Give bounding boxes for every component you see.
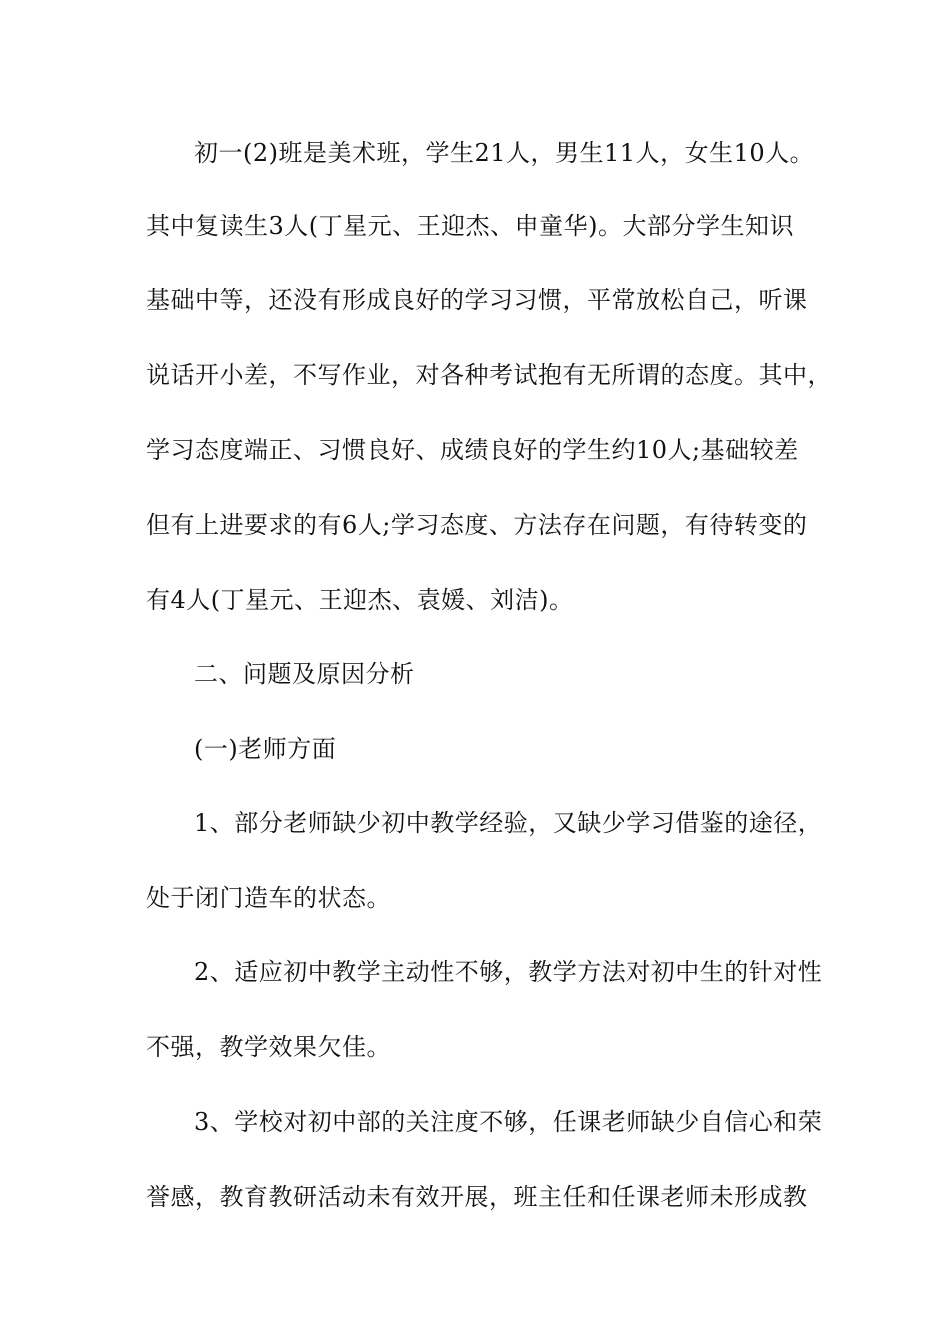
paragraph-line: 学习态度端正、习惯良好、成绩良好的学生约10人;基础较差: [146, 436, 799, 464]
paragraph-line: 有4人(丁星元、王迎杰、袁媛、刘洁)。: [146, 586, 574, 614]
list-item-line: 处于闭门造车的状态。: [146, 884, 391, 912]
list-item-line: 1、部分老师缺少初中教学经验，又缺少学习借鉴的途径，: [194, 809, 823, 837]
paragraph-line: 基础中等，还没有形成良好的学习习惯，平常放松自己，听课: [146, 286, 808, 314]
paragraph-line: 但有上进要求的有6人;学习态度、方法存在问题，有待转变的: [146, 511, 808, 539]
paragraph-line: 其中复读生3人(丁星元、王迎杰、申童华)。大部分学生知识: [146, 212, 794, 240]
list-item-line: 誉感，教育教研活动未有效开展，班主任和任课老师未形成教: [146, 1183, 808, 1211]
section-heading: 二、问题及原因分析: [194, 660, 415, 688]
subsection-heading: (一)老师方面: [194, 735, 337, 763]
list-item-line: 不强，教学效果欠佳。: [146, 1033, 391, 1061]
paragraph-line: 说话开小差，不写作业，对各种考试抱有无所谓的态度。其中，: [146, 361, 832, 389]
list-item-line: 2、适应初中教学主动性不够，教学方法对初中生的针对性: [194, 958, 823, 986]
list-item-line: 3、学校对初中部的关注度不够，任课老师缺少自信心和荣: [194, 1108, 823, 1136]
paragraph-line: 初一(2)班是美术班，学生21人，男生11人，女生10人。: [194, 139, 815, 167]
